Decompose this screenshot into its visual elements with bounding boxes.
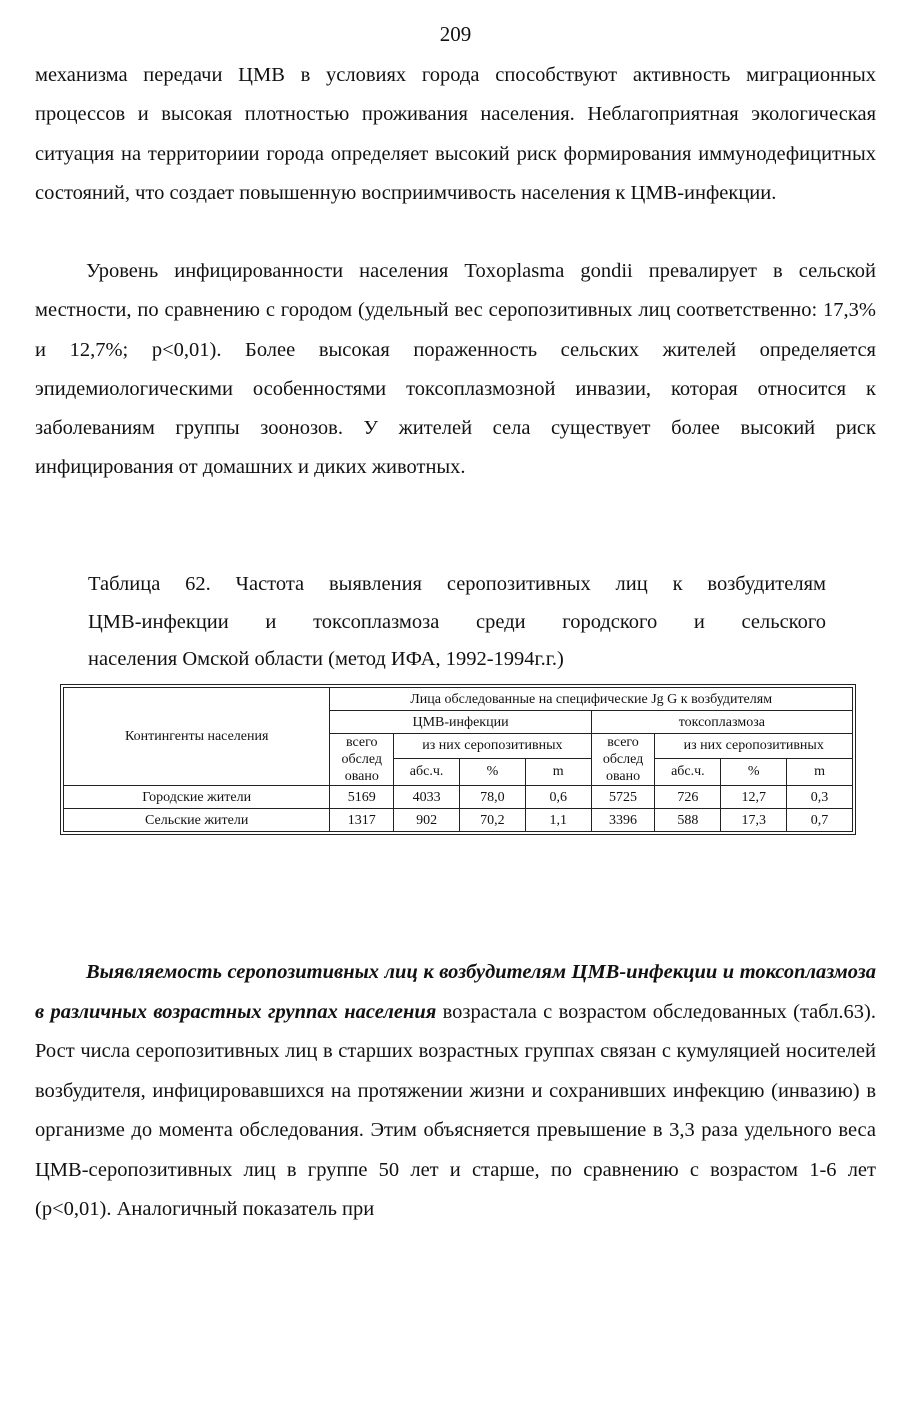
cell-toxo-pct: 17,3 bbox=[721, 809, 787, 832]
cell-toxo-total: 5725 bbox=[591, 786, 655, 809]
cell-cmv-m: 1,1 bbox=[525, 809, 591, 832]
page-number: 209 bbox=[439, 22, 472, 46]
paragraph-2 bbox=[35, 252, 876, 488]
table-62 bbox=[60, 684, 856, 835]
table-caption-line-1: Таблица 62. Частота выявления серопозитивных лиц к возбудителям bbox=[88, 573, 826, 595]
paragraph-3 bbox=[35, 953, 876, 1230]
cell-cmv-pct: 78,0 bbox=[460, 786, 526, 809]
cell-cmv-m: 0,6 bbox=[525, 786, 591, 809]
table-row bbox=[64, 786, 853, 809]
table-caption bbox=[88, 566, 826, 679]
paragraph-3-text: возрастала с возрастом обследованных (табл.63). Рост числа серопозитивных лиц в старших возрастных группах связан с кумуляцией носителей возбудителя, инфицировавшихся на протяжении жизни и сохранивших инфекцию (инвазию) в организме до момента обследования. Этим объясняется превышение в 3,3 раза удельного веса ЦМВ-серопозитивных лиц в группе 50 лет и старше, по сравнению с возрастом 1-6 лет (p<0,01). Аналогичный показатель при bbox=[35, 1000, 876, 1220]
cell-cmv-pct: 70,2 bbox=[460, 809, 526, 832]
header-cmv-abs: абс.ч. bbox=[394, 758, 460, 785]
seropositive-table bbox=[63, 687, 853, 832]
header-toxo-abs: абс.ч. bbox=[655, 758, 721, 785]
paragraph-2-text: Уровень инфицированности населения Toxoplasma gondii превалирует в сельской местности, по сравнению с городом (удельный вес серопозитивных лиц соответственно: 17,3% и 12,7%; p<0,01). Более высокая пораженность сельских жителей определяется эпидемиологическими особенностями токсоплазмозной инвазии, которая относится к заболеваниям группы зоонозов. У жителей села существует более высокий риск инфицирования от домашних и диких животных. bbox=[35, 260, 876, 479]
cell-toxo-m: 0,7 bbox=[787, 809, 853, 832]
cell-cmv-total: 1317 bbox=[330, 809, 394, 832]
header-cmv-of-them: из них серопозитивных bbox=[394, 734, 591, 759]
cell-cmv-abs: 4033 bbox=[394, 786, 460, 809]
cell-toxo-total: 3396 bbox=[591, 809, 655, 832]
cell-cmv-total: 5169 bbox=[330, 786, 394, 809]
header-toxo-pct: % bbox=[721, 758, 787, 785]
header-toxo-m: m bbox=[787, 758, 853, 785]
header-toxoplasmosis: токсоплазмоза bbox=[591, 711, 852, 734]
paragraph-3-emphasis: Выявляемость серопозитивных лиц к возбудителям ЦМВ-инфекции и токсоплазмоза в различных возрастных группах населения bbox=[35, 961, 876, 1023]
table-row bbox=[64, 809, 853, 832]
cell-cmv-abs: 902 bbox=[394, 809, 460, 832]
cell-toxo-m: 0,3 bbox=[787, 786, 853, 809]
cell-toxo-abs: 588 bbox=[655, 809, 721, 832]
header-toxo-total: всего обслед овано bbox=[591, 734, 655, 786]
header-cmv: ЦМВ-инфекции bbox=[330, 711, 591, 734]
paragraph-1: механизма передачи ЦМВ в условиях города способствуют активность миграционных процессов и высокая плотностью проживания населения. Неблагоприятная экологическая ситуация на территориии города определяет высокий риск формирования иммунодефицитных состояний, что создает повышенную восприимчивость населения к ЦМВ-инфекции. bbox=[35, 64, 876, 204]
header-cmv-total: всего обслед овано bbox=[330, 734, 394, 786]
header-contingents: Контингенты населения bbox=[64, 688, 330, 786]
header-cmv-pct: % bbox=[460, 758, 526, 785]
row-label: Городские жители bbox=[64, 786, 330, 809]
header-cmv-m: m bbox=[525, 758, 591, 785]
header-toxo-of-them: из них серопозитивных bbox=[655, 734, 853, 759]
cell-toxo-abs: 726 bbox=[655, 786, 721, 809]
row-label: Сельские жители bbox=[64, 809, 330, 832]
table-caption-line-2: ЦМВ-инфекции и токсоплазмоза среди городского и сельского bbox=[88, 610, 826, 633]
cell-toxo-pct: 12,7 bbox=[721, 786, 787, 809]
table-caption-line-3: населения Омской области (метод ИФА, 1992-1994г.г.) bbox=[88, 648, 564, 670]
header-examined-group: Лица обследованные на специфические Jg G к возбудителям bbox=[330, 688, 853, 711]
